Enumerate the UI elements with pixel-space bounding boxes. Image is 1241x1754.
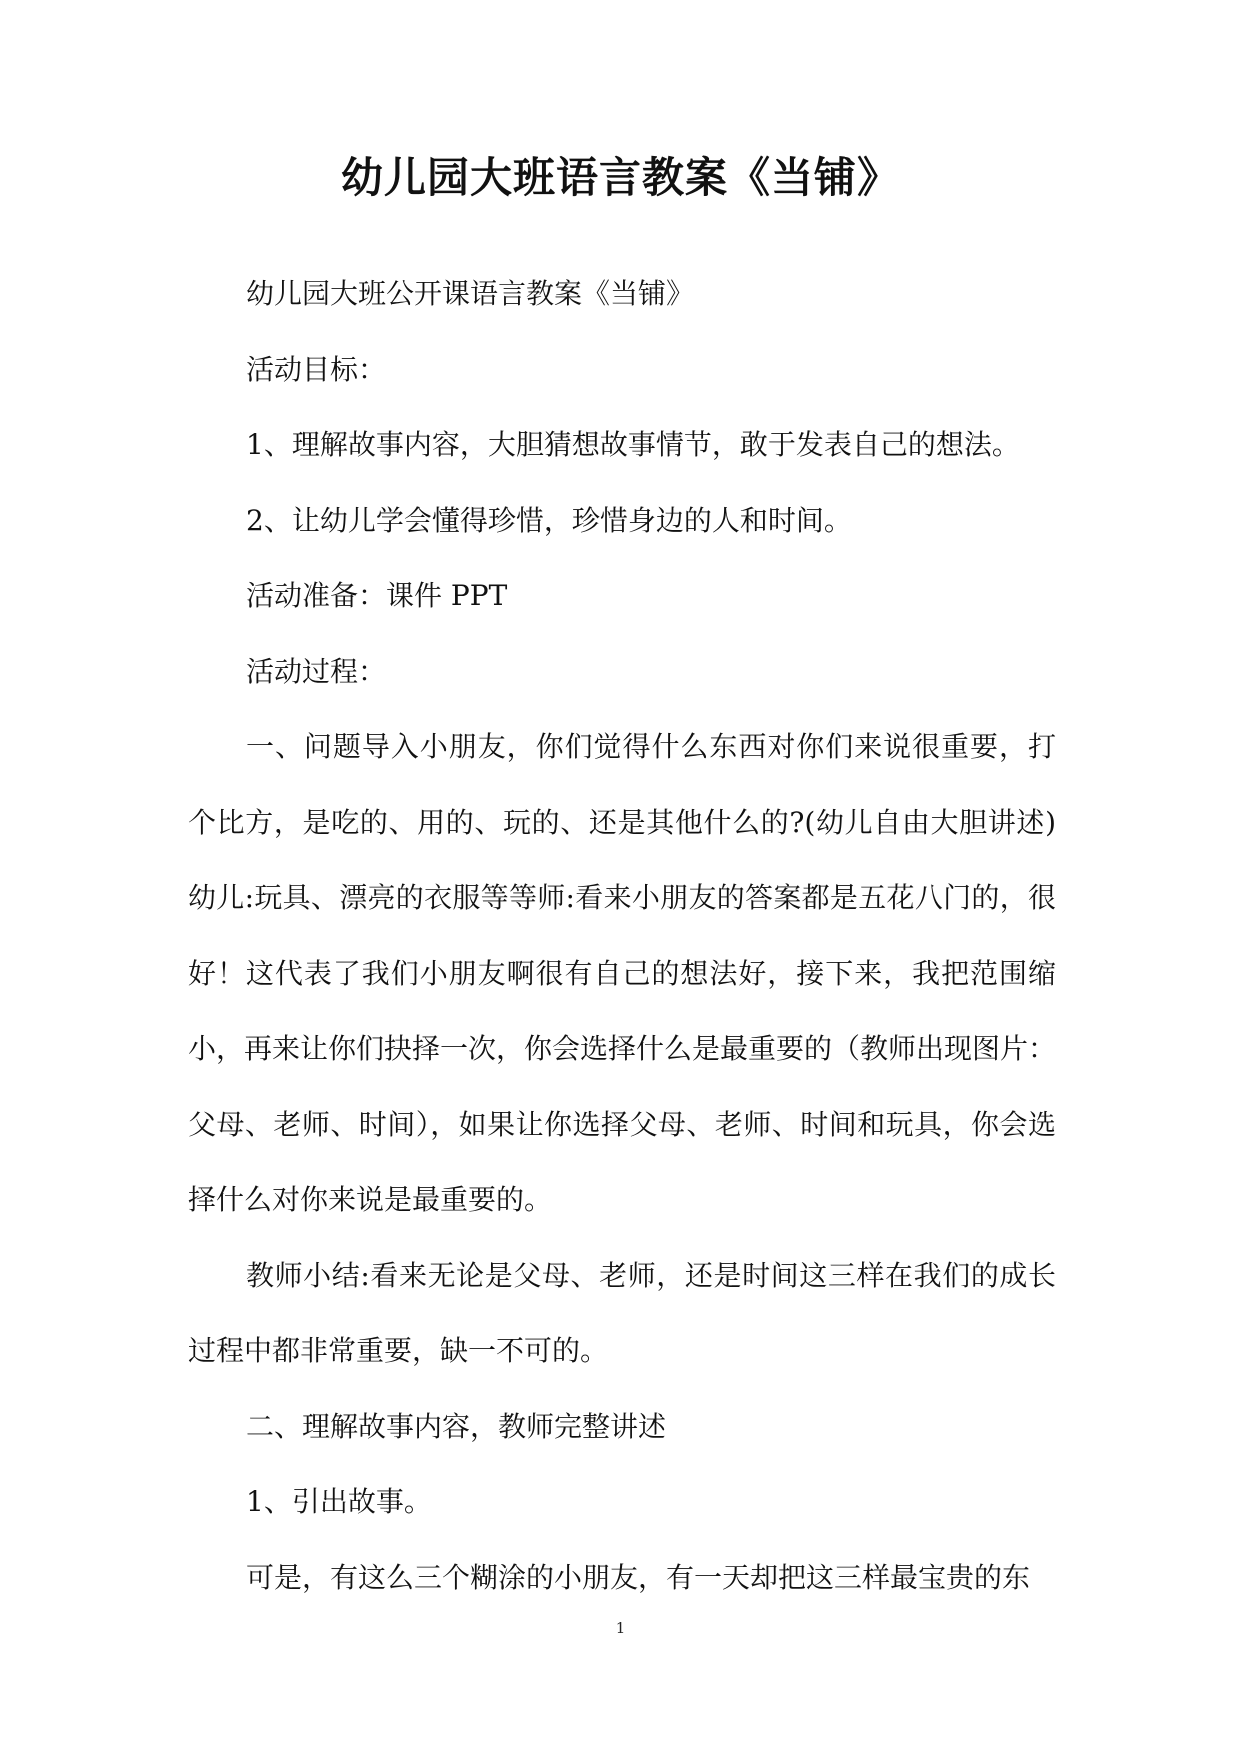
paragraph-preparation: 活动准备：课件 PPT [246,579,508,612]
paragraph-subtitle: 幼儿园大班公开课语言教案《当铺》 [246,277,695,310]
paragraph-step-2-1: 1、引出故事。 [246,1485,432,1518]
page-number: 1 [615,1619,626,1637]
document-body [188,256,1056,1615]
paragraph-step-2: 二、理解故事内容，教师完整讲述 [246,1409,667,1443]
paragraph-process-heading: 活动过程： [246,654,387,688]
paragraph-goals-heading: 活动目标： [246,352,387,386]
paragraph-teacher-summary: 教师小结:看来无论是父母、老师，还是时间这三样在我们的成长过程中都非常重要，缺一不可的。 [188,1258,1056,1367]
document-title: 幼儿园大班语言教案《当铺》 [340,153,900,202]
paragraph-step-1: 一、问题导入小朋友，你们觉得什么东西对你们来说很重要，打个比方，是吃的、用的、玩的、还是其他什么的?(幼儿自由大胆讲述)幼儿:玩具、漂亮的衣服等等师:看来小朋友的答案都是五花八门的，很好！这代表了我们小朋友啊很有自己的想法好，接下来，我把范围缩小，再来让你们抉择一次，你会选择什么是最重要的（教师出现图片：父母、老师、时间），如果让你选择父母、老师、时间和玩具，你会选择什么对你来说是最重要的。 [188,730,1057,1216]
paragraph-story-intro: 可是，有这么三个糊涂的小朋友，有一天却把这三样最宝贵的东 [246,1560,1031,1594]
paragraph-goal-1: 1、理解故事内容，大胆猜想故事情节，敢于发表自己的想法。 [246,428,1020,461]
paragraph-goal-2: 2、让幼儿学会懂得珍惜，珍惜身边的人和时间。 [246,503,852,537]
